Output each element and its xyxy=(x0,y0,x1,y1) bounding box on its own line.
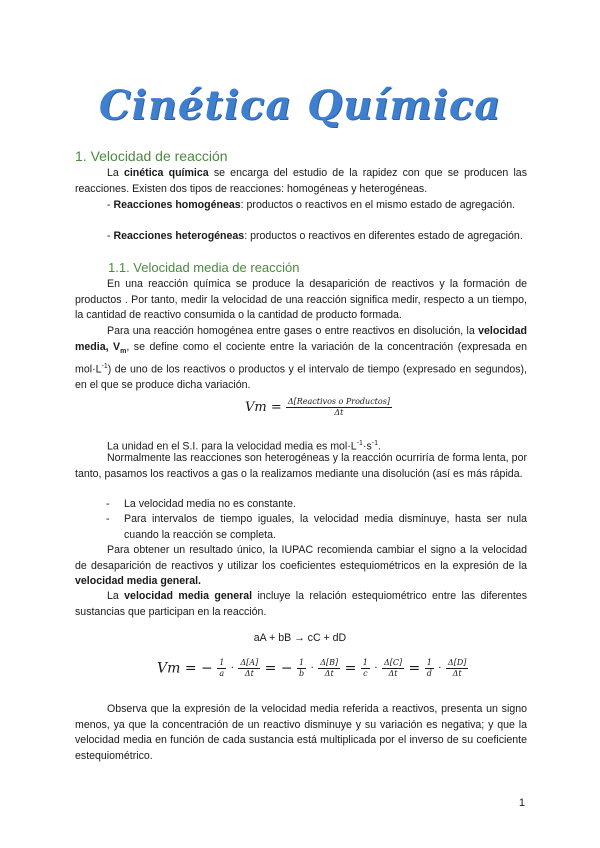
paragraph-homogeneous: - Reacciones homogéneas: productos o reactivos en el mismo estado de agregación. xyxy=(107,199,516,211)
reaction-equation: aA + bB → cC + dD xyxy=(253,632,347,644)
equation-general-velocity: Vm = − $\frac{1}{a}$ · $\frac{\Delta[A]}{\Delta t}$ = − $\frac{1}{b}$ · $\frac{\Delta[B]}{\Delta t}$ = $\frac{1}{c}$ · $\frac{\Delta[C]}{\Delta t}$ = $\frac{1}{d}$ · $\frac{\Delta[D]}{\Delta t}$ xyxy=(157,658,467,678)
paragraph-observation: Observa que la expresión de la velocidad media referida a reactivos, presenta un signo menos, ya que la concentración de un reactivo disminuye y su variación es negativa; y que la velocidad media en función de cada sustancia está multiplicada por el inverso de su coeficiente estequiométrico. xyxy=(75,703,527,762)
paragraph-iupac: Para obtener un resultado único, la IUPAC recomienda cambiar el signo a la velocidad de desaparición de reactivos y utilizar los coeficientes estequiométricos en la expresión de la velocidad media general. xyxy=(75,544,527,588)
section-heading-1-1: 1.1. Velocidad media de reacción xyxy=(108,260,300,275)
paragraph-general-velocity: La velocidad media general incluye la relación estequiométrico entre las diferentes sustancias que participan en la reacción. xyxy=(75,590,527,618)
paragraph-heterogeneous-note: Normalmente las reacciones son heterogéneas y la reacción ocurriría de forma lenta, por tanto, pasamos los reactivos a gas o la realizamos mediante una disolución (así es más rápida. xyxy=(75,452,527,480)
bullet-item-2: - Para intervalos de tiempo iguales, la velocidad media disminuye, hasta ser nula cuando la reacción se completa. xyxy=(106,513,527,541)
paragraph-intro: La cinética química se encarga del estudio de la rapidez con que se producen las reacciones. Existen dos tipos de reacciones: homogéneas y heterogéneas. xyxy=(75,167,527,195)
page-number: 1 xyxy=(518,797,525,809)
paragraph-velocity-definition: Para una reacción homogénea entre gases o entre reactivos en disolución, la velocidad media, $V_m$, se define como el cociente entre la variación de la concentración (expresada en $mol\cdot L^{-1}$) de uno de los reactivos o productos y el intervalo de tiempo (expresado en segundos), en el que se produce dicha variación. xyxy=(75,325,527,392)
paragraph-reaction-description: En una reacción química se produce la desaparición de reactivos y la formación de productos . Por tanto, medir la velocidad de una reacción significa medir, respecto a un tiempo, la cantidad de reactivo consumida o la cantidad de producto formada. xyxy=(75,278,527,322)
equation-velocity-media: Vm = $\frac{\text{Δ[Reactivos o Productos]}}{\Delta t}$ xyxy=(245,397,390,417)
paragraph-heterogeneous: - Reacciones heterogéneas: productos o reactivos en diferentes estado de agregación. xyxy=(107,230,523,242)
paragraph-si-unit: La unidad en el S.I. para la velocidad media es $mol\cdot L^{-1}\cdot s^{-1}$. xyxy=(107,440,381,453)
bullet-item-1: - La velocidad media no es constante. xyxy=(106,498,296,510)
document-title: Cinética Química xyxy=(98,82,502,129)
section-heading-1: 1. Velocidad de reacción xyxy=(75,148,228,164)
